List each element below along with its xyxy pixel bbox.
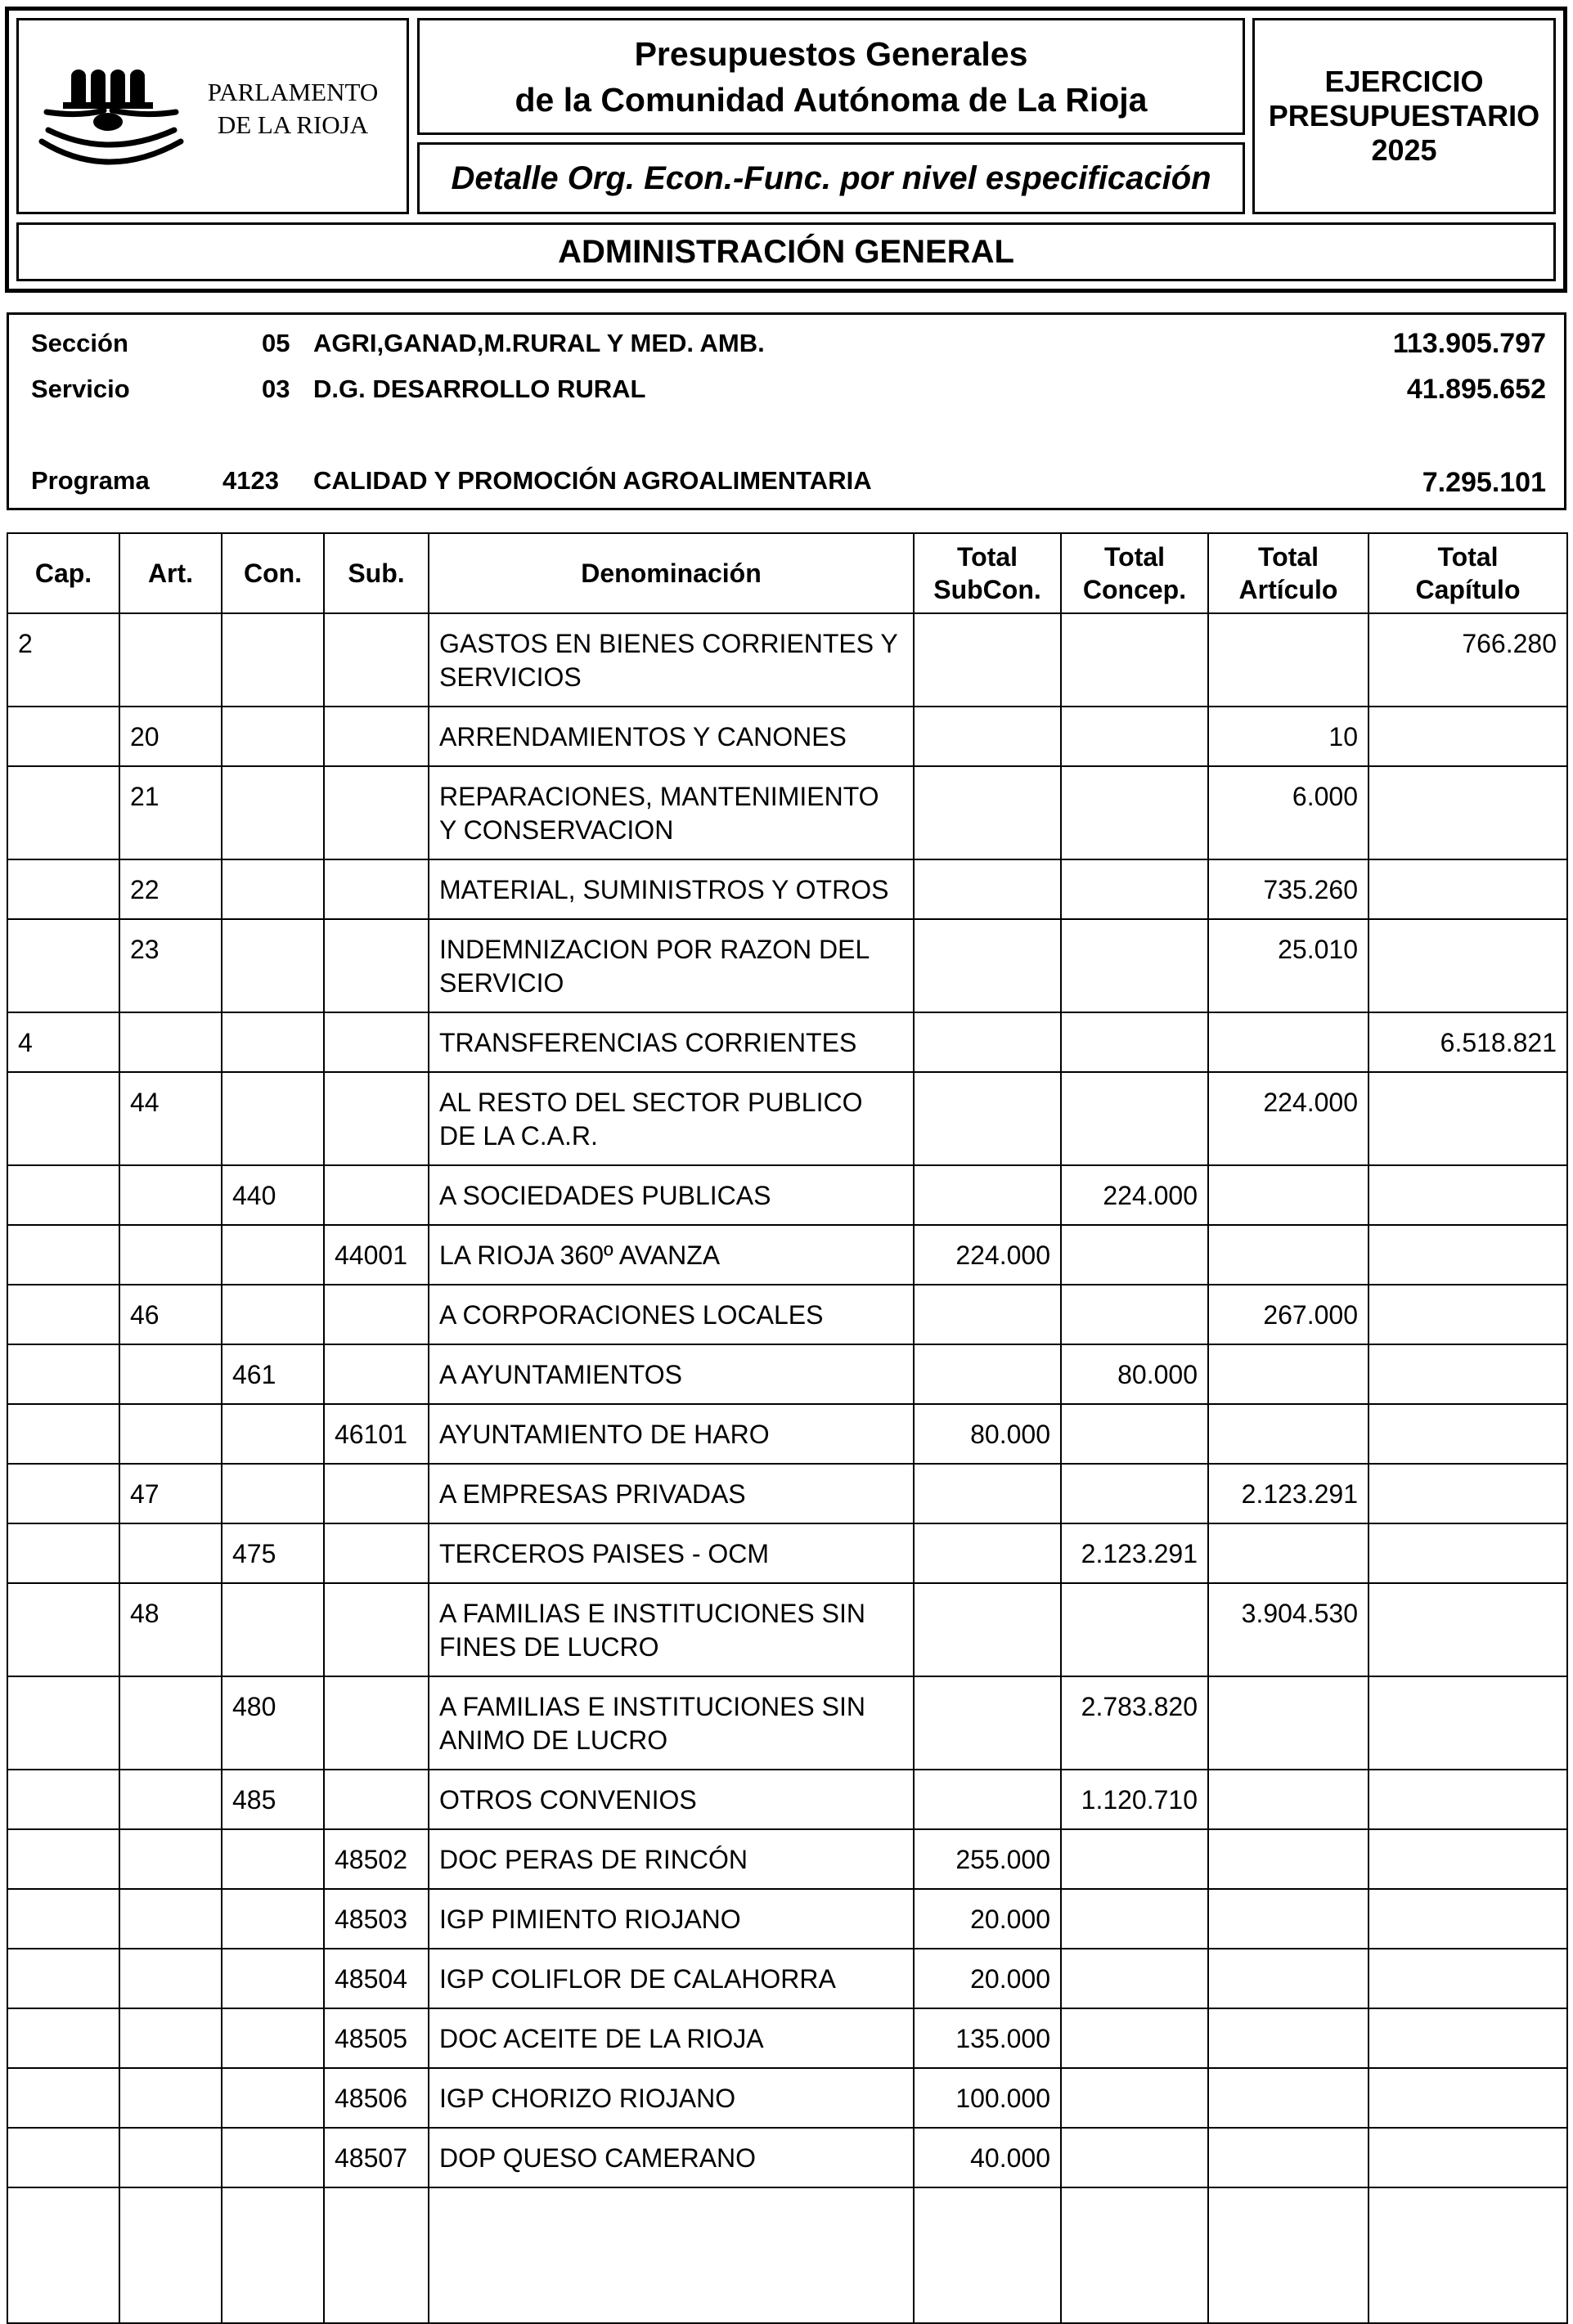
cell-cap: [7, 1285, 119, 1344]
cell-total-capitulo: [1369, 859, 1567, 919]
cell-cap: [7, 1165, 119, 1225]
cell-total-articulo: 267.000: [1208, 1285, 1369, 1344]
table-row: [7, 613, 1567, 707]
title-line-1: Presupuestos Generales: [634, 34, 1028, 73]
servicio-label: Servicio: [31, 375, 130, 403]
table-row: [7, 1225, 1567, 1285]
cell-total-capitulo: [1369, 1285, 1567, 1344]
cell-cap: [7, 919, 119, 1012]
cell-total-concep: [1061, 1829, 1208, 1889]
cell-total-subcon: [914, 1583, 1061, 1676]
cell-total-capitulo: [1369, 1225, 1567, 1285]
cell-art: [119, 2068, 222, 2128]
cell-sub: 48502: [324, 1829, 429, 1889]
cell-sub: [324, 1285, 429, 1344]
cell-art: [119, 1949, 222, 2008]
cell-denominacion: OTROS CONVENIOS: [429, 1770, 914, 1829]
programa-code: 4123: [222, 466, 279, 495]
cell-denominacion: IGP COLIFLOR DE CALAHORRA: [429, 1949, 914, 2008]
logo-box: [16, 18, 409, 214]
cell-total-articulo: [1208, 613, 1369, 707]
cell-art: [119, 1404, 222, 1464]
table-row: [7, 1583, 1567, 1676]
table-row: [7, 1464, 1567, 1523]
cell-total-concep: [1061, 919, 1208, 1012]
cell-denominacion: A CORPORACIONES LOCALES: [429, 1285, 914, 1344]
cell-cap: [7, 2128, 119, 2187]
cell-con: [222, 1583, 324, 1676]
cell-total-concep: [1061, 1404, 1208, 1464]
cell-cap: [7, 1949, 119, 2008]
cell-total-subcon: 224.000: [914, 1225, 1061, 1285]
cell-denominacion: IGP CHORIZO RIOJANO: [429, 2068, 914, 2128]
cell-con: [222, 707, 324, 766]
table-row: [7, 2128, 1567, 2187]
empty-cell: [119, 2187, 222, 2323]
table-row: [7, 1072, 1567, 1165]
cell-sub: 48505: [324, 2008, 429, 2068]
seccion-code: 05: [262, 329, 290, 357]
header-art: Art.: [119, 533, 222, 613]
cell-total-capitulo: [1369, 1464, 1567, 1523]
cell-art: [119, 1676, 222, 1770]
header-sub: Sub.: [324, 533, 429, 613]
servicio-name: D.G. DESARROLLO RURAL: [313, 375, 646, 403]
cell-sub: 48504: [324, 1949, 429, 2008]
cell-total-capitulo: [1369, 766, 1567, 859]
cell-total-concep: [1061, 613, 1208, 707]
logo-text: [182, 76, 403, 141]
cell-sub: [324, 1770, 429, 1829]
cell-con: [222, 1225, 324, 1285]
servicio-code: 03: [262, 375, 290, 403]
logo-line-2: DE LA RIOJA: [217, 110, 369, 139]
cell-art: [119, 613, 222, 707]
cell-con: [222, 1072, 324, 1165]
servicio-amount: 41.895.652: [1406, 374, 1546, 405]
cell-total-articulo: [1208, 1676, 1369, 1770]
cell-total-subcon: [914, 1523, 1061, 1583]
parliament-logo-icon: [30, 60, 202, 182]
cell-total-capitulo: [1369, 2068, 1567, 2128]
cell-denominacion: A EMPRESAS PRIVADAS: [429, 1464, 914, 1523]
cell-con: [222, 919, 324, 1012]
cell-total-capitulo: [1369, 1344, 1567, 1404]
empty-cell: [1369, 2187, 1567, 2323]
cell-con: [222, 859, 324, 919]
cell-sub: [324, 707, 429, 766]
cell-sub: [324, 1583, 429, 1676]
cell-total-concep: 80.000: [1061, 1344, 1208, 1404]
cell-cap: [7, 1770, 119, 1829]
empty-cell: [429, 2187, 914, 2323]
cell-total-articulo: 224.000: [1208, 1072, 1369, 1165]
table-row: [7, 1523, 1567, 1583]
cell-cap: [7, 1676, 119, 1770]
header-con: Con.: [222, 533, 324, 613]
cell-total-subcon: [914, 613, 1061, 707]
cell-con: [222, 2068, 324, 2128]
header-total-articulo: [1208, 533, 1369, 613]
cell-sub: [324, 613, 429, 707]
cell-total-subcon: 80.000: [914, 1404, 1061, 1464]
cell-total-articulo: [1208, 1165, 1369, 1225]
table-row: [7, 1012, 1567, 1072]
cell-cap: [7, 1225, 119, 1285]
header-total-articulo-1: Total: [1257, 542, 1319, 572]
table-row: [7, 1404, 1567, 1464]
cell-cap: [7, 1583, 119, 1676]
empty-cell: [1208, 2187, 1369, 2323]
cell-total-subcon: 135.000: [914, 2008, 1061, 2068]
cell-total-capitulo: [1369, 1165, 1567, 1225]
cell-sub: 48506: [324, 2068, 429, 2128]
table-row: [7, 707, 1567, 766]
cell-art: [119, 1012, 222, 1072]
cell-sub: [324, 1676, 429, 1770]
cell-total-articulo: [1208, 1889, 1369, 1949]
cell-art: [119, 1829, 222, 1889]
cell-cap: [7, 1344, 119, 1404]
admin-title: ADMINISTRACIÓN GENERAL: [558, 233, 1014, 270]
cell-total-concep: [1061, 2068, 1208, 2128]
cell-total-capitulo: 766.280: [1369, 613, 1567, 707]
title-box: [417, 18, 1245, 135]
cell-art: 22: [119, 859, 222, 919]
header-total-capitulo-2: Capítulo: [1415, 575, 1521, 604]
cell-total-articulo: [1208, 1344, 1369, 1404]
cell-cap: 2: [7, 613, 119, 707]
table-row: [7, 2008, 1567, 2068]
cell-cap: [7, 2068, 119, 2128]
cell-sub: [324, 859, 429, 919]
cell-sub: [324, 1344, 429, 1404]
cell-total-subcon: [914, 859, 1061, 919]
cell-cap: 4: [7, 1012, 119, 1072]
cell-total-concep: 1.120.710: [1061, 1770, 1208, 1829]
admin-box: [16, 222, 1556, 281]
table-row: [7, 1770, 1567, 1829]
cell-total-articulo: [1208, 1523, 1369, 1583]
cell-con: [222, 1285, 324, 1344]
ejercicio-box: [1252, 18, 1556, 214]
cell-total-articulo: [1208, 1829, 1369, 1889]
header-total-concep: [1061, 533, 1208, 613]
cell-total-subcon: [914, 1285, 1061, 1344]
table-row: [7, 1165, 1567, 1225]
cell-total-concep: [1061, 1225, 1208, 1285]
cell-denominacion: AL RESTO DEL SECTOR PUBLICO DE LA C.A.R.: [429, 1072, 914, 1165]
table-body: [7, 613, 1567, 2323]
header-total-subcon-2: SubCon.: [933, 575, 1041, 604]
cell-sub: [324, 1012, 429, 1072]
cell-art: [119, 1225, 222, 1285]
cell-total-concep: [1061, 1464, 1208, 1523]
cell-con: 440: [222, 1165, 324, 1225]
cell-con: [222, 613, 324, 707]
cell-denominacion: REPARACIONES, MANTENIMIENTO Y CONSERVACION: [429, 766, 914, 859]
cell-total-subcon: [914, 707, 1061, 766]
ejercicio-year: 2025: [1371, 133, 1437, 167]
table-header-row: [7, 533, 1567, 613]
programa-name: CALIDAD Y PROMOCIÓN AGROALIMENTARIA: [313, 466, 872, 495]
cell-art: [119, 1344, 222, 1404]
budget-table: [7, 532, 1568, 2324]
cell-con: [222, 766, 324, 859]
cell-total-articulo: 2.123.291: [1208, 1464, 1369, 1523]
cell-total-capitulo: [1369, 1583, 1567, 1676]
cell-total-concep: [1061, 1072, 1208, 1165]
cell-total-capitulo: [1369, 2008, 1567, 2068]
cell-sub: 44001: [324, 1225, 429, 1285]
cell-total-subcon: [914, 1464, 1061, 1523]
header-total-subcon-1: Total: [956, 542, 1018, 572]
header-total-concep-2: Concep.: [1082, 575, 1187, 604]
cell-total-articulo: 6.000: [1208, 766, 1369, 859]
cell-total-concep: [1061, 859, 1208, 919]
subtitle: Detalle Org. Econ.-Func. por nivel especificación: [451, 159, 1211, 196]
cell-con: 461: [222, 1344, 324, 1404]
cell-total-capitulo: [1369, 1404, 1567, 1464]
cell-total-subcon: 255.000: [914, 1829, 1061, 1889]
cell-cap: [7, 1464, 119, 1523]
cell-total-articulo: [1208, 2068, 1369, 2128]
cell-sub: [324, 1523, 429, 1583]
cell-con: 480: [222, 1676, 324, 1770]
cell-sub: [324, 1072, 429, 1165]
table-row: [7, 1676, 1567, 1770]
cell-total-concep: [1061, 707, 1208, 766]
cell-total-concep: [1061, 1583, 1208, 1676]
cell-art: 44: [119, 1072, 222, 1165]
programa-amount: 7.295.101: [1422, 467, 1546, 498]
cell-sub: 46101: [324, 1404, 429, 1464]
cell-cap: [7, 859, 119, 919]
cell-art: 20: [119, 707, 222, 766]
cell-total-subcon: [914, 766, 1061, 859]
cell-art: 46: [119, 1285, 222, 1344]
empty-cell: [914, 2187, 1061, 2323]
logo-line-1: PARLAMENTO: [207, 78, 379, 106]
header-cap: Cap.: [7, 533, 119, 613]
table-row: [7, 766, 1567, 859]
cell-sub: [324, 919, 429, 1012]
table-row: [7, 1344, 1567, 1404]
seccion-amount: 113.905.797: [1392, 328, 1546, 359]
cell-total-subcon: [914, 1770, 1061, 1829]
cell-total-concep: [1061, 766, 1208, 859]
cell-total-capitulo: [1369, 1949, 1567, 2008]
cell-denominacion: DOC PERAS DE RINCÓN: [429, 1829, 914, 1889]
cell-art: 21: [119, 766, 222, 859]
cell-total-articulo: [1208, 1770, 1369, 1829]
cell-art: 23: [119, 919, 222, 1012]
cell-total-concep: [1061, 1012, 1208, 1072]
cell-total-concep: [1061, 1949, 1208, 2008]
cell-total-subcon: 20.000: [914, 1949, 1061, 2008]
empty-cell: [324, 2187, 429, 2323]
header-total-concep-1: Total: [1103, 542, 1166, 572]
cell-con: 475: [222, 1523, 324, 1583]
cell-cap: [7, 766, 119, 859]
cell-cap: [7, 1072, 119, 1165]
cell-con: [222, 2128, 324, 2187]
programa-label: Programa: [31, 466, 150, 495]
cell-denominacion: DOP QUESO CAMERANO: [429, 2128, 914, 2187]
empty-cell: [222, 2187, 324, 2323]
cell-cap: [7, 1829, 119, 1889]
cell-denominacion: A FAMILIAS E INSTITUCIONES SIN FINES DE LUCRO: [429, 1583, 914, 1676]
cell-total-subcon: [914, 1165, 1061, 1225]
cell-total-subcon: [914, 1344, 1061, 1404]
cell-total-subcon: [914, 1072, 1061, 1165]
table-row: [7, 1949, 1567, 2008]
header-denominacion: Denominación: [429, 533, 914, 613]
cell-cap: [7, 2008, 119, 2068]
cell-sub: 48503: [324, 1889, 429, 1949]
cell-total-capitulo: [1369, 1676, 1567, 1770]
table-row: [7, 1829, 1567, 1889]
cell-total-concep: [1061, 1285, 1208, 1344]
cell-sub: [324, 1165, 429, 1225]
cell-art: [119, 1523, 222, 1583]
cell-con: [222, 1829, 324, 1889]
cell-denominacion: A FAMILIAS E INSTITUCIONES SIN ANIMO DE LUCRO: [429, 1676, 914, 1770]
cell-total-subcon: [914, 1676, 1061, 1770]
cell-total-subcon: 100.000: [914, 2068, 1061, 2128]
cell-art: [119, 1889, 222, 1949]
subtitle-box: [417, 142, 1245, 214]
cell-total-articulo: 3.904.530: [1208, 1583, 1369, 1676]
cell-total-articulo: [1208, 1949, 1369, 2008]
cell-total-subcon: 20.000: [914, 1889, 1061, 1949]
seccion-name: AGRI,GANAD,M.RURAL Y MED. AMB.: [313, 329, 765, 357]
cell-total-concep: 2.123.291: [1061, 1523, 1208, 1583]
cell-cap: [7, 1889, 119, 1949]
cell-total-subcon: [914, 919, 1061, 1012]
cell-total-articulo: [1208, 1225, 1369, 1285]
cell-denominacion: TRANSFERENCIAS CORRIENTES: [429, 1012, 914, 1072]
cell-total-capitulo: [1369, 1072, 1567, 1165]
cell-total-articulo: [1208, 2128, 1369, 2187]
table-row: [7, 919, 1567, 1012]
cell-total-articulo: 10: [1208, 707, 1369, 766]
cell-total-articulo: 735.260: [1208, 859, 1369, 919]
cell-cap: [7, 707, 119, 766]
cell-denominacion: AYUNTAMIENTO DE HARO: [429, 1404, 914, 1464]
cell-sub: [324, 1464, 429, 1523]
cell-denominacion: MATERIAL, SUMINISTROS Y OTROS: [429, 859, 914, 919]
cell-total-capitulo: [1369, 1770, 1567, 1829]
table-row: [7, 859, 1567, 919]
cell-con: 485: [222, 1770, 324, 1829]
cell-con: [222, 1464, 324, 1523]
title-line-2: de la Comunidad Autónoma de La Rioja: [515, 80, 1148, 119]
cell-denominacion: GASTOS EN BIENES CORRIENTES Y SERVICIOS: [429, 613, 914, 707]
table-row: [7, 1889, 1567, 1949]
header-total-subcon: [914, 533, 1061, 613]
cell-denominacion: DOC ACEITE DE LA RIOJA: [429, 2008, 914, 2068]
header-total-capitulo: [1369, 533, 1567, 613]
cell-con: [222, 1889, 324, 1949]
cell-total-capitulo: [1369, 919, 1567, 1012]
cell-total-concep: [1061, 2008, 1208, 2068]
cell-denominacion: TERCEROS PAISES - OCM: [429, 1523, 914, 1583]
cell-denominacion: ARRENDAMIENTOS Y CANONES: [429, 707, 914, 766]
cell-denominacion: A AYUNTAMIENTOS: [429, 1344, 914, 1404]
cell-cap: [7, 1404, 119, 1464]
ejercicio-line-2: PRESUPUESTARIO: [1268, 99, 1540, 132]
cell-total-concep: 2.783.820: [1061, 1676, 1208, 1770]
cell-total-concep: [1061, 2128, 1208, 2187]
cell-total-concep: [1061, 1889, 1208, 1949]
cell-total-capitulo: [1369, 707, 1567, 766]
cell-con: [222, 1012, 324, 1072]
header-total-capitulo-1: Total: [1437, 542, 1499, 572]
cell-total-articulo: [1208, 1012, 1369, 1072]
cell-art: [119, 2008, 222, 2068]
cell-total-articulo: [1208, 1404, 1369, 1464]
ejercicio-line-1: EJERCICIO: [1324, 65, 1484, 98]
cell-total-capitulo: [1369, 1523, 1567, 1583]
empty-cell: [7, 2187, 119, 2323]
table-row: [7, 2068, 1567, 2128]
cell-con: [222, 1949, 324, 2008]
cell-art: [119, 2128, 222, 2187]
cell-art: [119, 1165, 222, 1225]
cell-total-subcon: [914, 1012, 1061, 1072]
cell-sub: [324, 766, 429, 859]
cell-total-capitulo: [1369, 2128, 1567, 2187]
cell-art: [119, 1770, 222, 1829]
cell-sub: 48507: [324, 2128, 429, 2187]
cell-total-capitulo: [1369, 1829, 1567, 1889]
cell-denominacion: A SOCIEDADES PUBLICAS: [429, 1165, 914, 1225]
cell-total-capitulo: [1369, 1889, 1567, 1949]
table-row: [7, 1285, 1567, 1344]
cell-total-subcon: 40.000: [914, 2128, 1061, 2187]
cell-total-articulo: [1208, 2008, 1369, 2068]
cell-denominacion: IGP PIMIENTO RIOJANO: [429, 1889, 914, 1949]
cell-con: [222, 1404, 324, 1464]
cell-cap: [7, 1523, 119, 1583]
cell-denominacion: LA RIOJA 360º AVANZA: [429, 1225, 914, 1285]
cell-art: 48: [119, 1583, 222, 1676]
header-total-articulo-2: Artículo: [1238, 575, 1338, 604]
table-empty-row: [7, 2187, 1567, 2323]
cell-con: [222, 2008, 324, 2068]
cell-denominacion: INDEMNIZACION POR RAZON DEL SERVICIO: [429, 919, 914, 1012]
cell-total-capitulo: 6.518.821: [1369, 1012, 1567, 1072]
cell-art: 47: [119, 1464, 222, 1523]
seccion-label: Sección: [31, 329, 128, 357]
cell-total-concep: 224.000: [1061, 1165, 1208, 1225]
cell-total-articulo: 25.010: [1208, 919, 1369, 1012]
empty-cell: [1061, 2187, 1208, 2323]
